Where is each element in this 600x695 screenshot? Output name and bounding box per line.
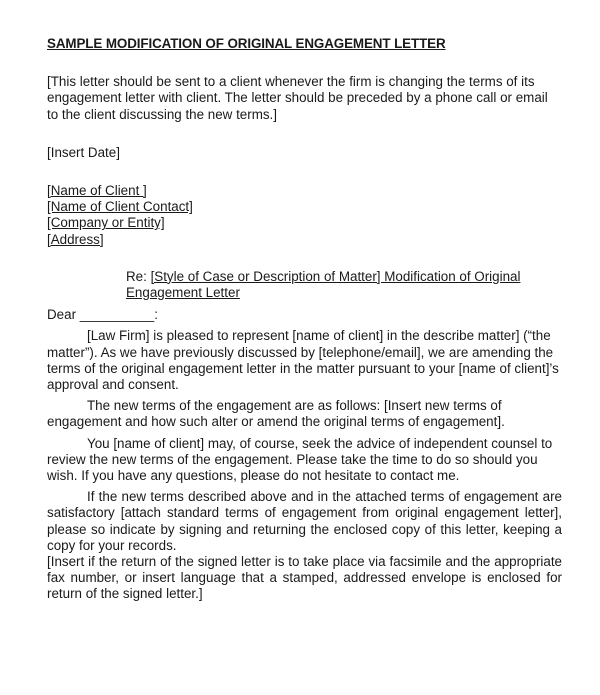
salutation: Dear __________: — [47, 307, 158, 323]
body-paragraph-1: [Law Firm] is pleased to represent [name of client] in the describe matter] (“the matter”). As we have previously discussed by [telephone/email], we are amending the terms of the original engagement letter in the matter pursuant to your [name of client]’s approval and consent. — [47, 328, 559, 393]
intro-note: [This letter should be sent to a client whenever the firm is changing the terms of its engagement letter with client. The letter should be preceded by a phone call or email to the client discussing the new terms.] — [47, 74, 548, 122]
re-subject-line1: [Style of Case or Description of Matter] Modification of Original — [150, 268, 521, 284]
re-label: Re: — [126, 268, 151, 284]
body-paragraph-2: The new terms of the engagement are as follows: [Insert new terms of engagement and how such alter or amend the original terms of engagement]. — [47, 398, 505, 430]
letter-page — [47, 36, 562, 603]
client-address: [Address] — [47, 231, 104, 247]
recipient-address-block — [47, 183, 562, 248]
body-paragraph-4: If the new terms described above and in the attached terms of engagement are satisfactory [attach standard terms of engagement from original engagement letter], please so indicate by signing and returning the enclosed copy of this letter, keeping a copy for your records. — [47, 489, 562, 553]
re-subject-line2: Engagement Letter — [126, 285, 240, 301]
date-placeholder: [Insert Date] — [47, 144, 120, 160]
re-line — [126, 269, 562, 301]
letter-title: SAMPLE MODIFICATION OF ORIGINAL ENGAGEMENT LETTER — [47, 36, 446, 51]
body-paragraph-3: You [name of client] may, of course, seek the advice of independent counsel to review the new terms of the engagement. Please take the time to do so should you wish. If you have any questions, please do not hesitate to contact me. — [47, 435, 553, 484]
company-entity: [Company or Entity] — [47, 215, 165, 231]
client-name: [Name of Client ] — [47, 183, 147, 199]
client-contact: [Name of Client Contact] — [47, 199, 193, 215]
body-paragraph-5: [Insert if the return of the signed letter is to take place via facsimile and the appropriate fax number, or insert language that a stamped, addressed envelope is enclosed for return of the signed letter.] — [47, 554, 562, 602]
